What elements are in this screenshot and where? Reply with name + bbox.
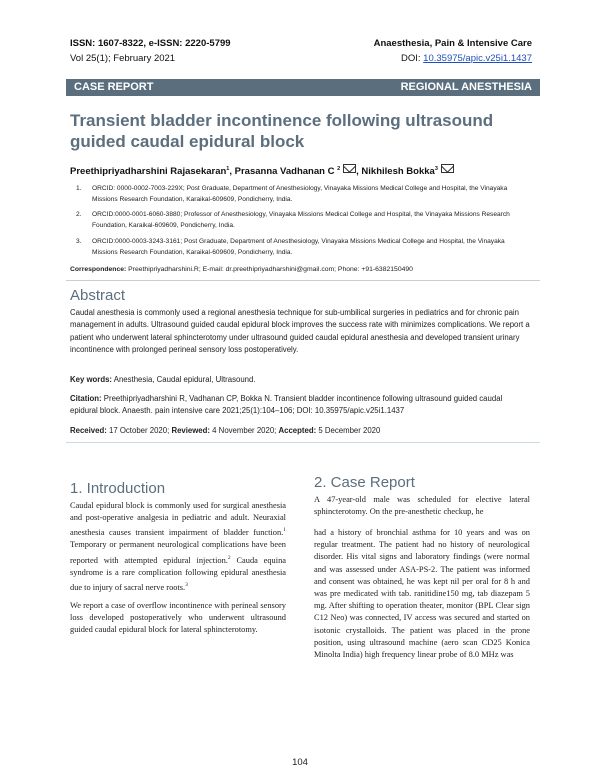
mail-icon[interactable] [441, 164, 454, 173]
correspondence: Correspondence: Preethipriyadharshini.R; E-mail: dr.preethipriyadharshini@gmail.com; Phone: +91-6382150490 [70, 266, 413, 273]
introduction-heading: 1. Introduction [70, 480, 166, 497]
author-1: Preethipriyadharshini Rajasekaran [70, 166, 227, 177]
banner-section: REGIONAL ANESTHESIA [400, 81, 532, 93]
journal-name: Anaesthesia, Pain & Intensive Care [373, 38, 532, 49]
issn-line: ISSN: 1607-8322, e-ISSN: 2220-5799 [70, 38, 231, 49]
doi-link[interactable]: 10.35975/apic.v25i1.1437 [423, 53, 532, 64]
intro-paragraph-1: Caudal epidural block is commonly used for surgical anesthesia and post-operative analgesia in pediatric and adult. Neuraxial anesthesia causes transient impairment of bladder function.$^1$ Temporary or permanent neurological complications have been reported with attempted epidural injection.$^2$ Cauda equina syndrome is a rare complication following epidural anesthesia due to injury of sacral nerve roots.$^3$ [70, 501, 286, 592]
article-title: Transient bladder incontinence following ultrasound guided caudal epidural block [70, 111, 494, 151]
dates: Received: 17 October 2020; Reviewed: 4 November 2020; Accepted: 5 December 2020 [70, 426, 381, 435]
author-list: Preethipriyadharshini Rajasekaran$^1$, Prasanna Vadhanan C $^2$ , Nikhilesh Bokka$^3$ [70, 164, 454, 177]
abstract-text: Caudal anesthesia is commonly used a regional anesthesia technique for sub-umbilical surgeries in pediatrics and for chronic pain management in adults. Ultrasound guided caudal epidural block improves the success rate with minimizes complications. We report a patient who underwent lateral sphincterotomy under ultrasound guided caudal epidural anesthesia and developed transient urinary incontinence with prolonged perineal sensory loss postoperatively. [70, 308, 530, 355]
mail-icon[interactable] [343, 164, 356, 173]
banner-case-report: CASE REPORT [74, 81, 154, 93]
volume-line: Vol 25(1); February 2021 [70, 53, 176, 64]
divider [66, 280, 540, 281]
intro-paragraph-2: We report a case of overflow incontinence with perineal sensory loss developed postoperatively who underwent ultrasound guided caudal epidural block for lateral sphincterotomy. [70, 601, 286, 635]
citation: Citation: Preethipriyadharshini R, Vadhanan CP, Bokka N. Transient bladder incontinence following ultrasound guided caudal epidural block. Anaesth. pain intensive care 2021;25(1):104–106; DOI: 10.35975/apic.v25i1.1437 [70, 394, 503, 416]
case-paragraph-2: had a history of bronchial asthma for 10 years and was on regular treatment. The patient had no history of neurological disorder. His vital signs and laboratory findings (were normal and was assessed under ASA-PS-2. The patient was informed and consent was obtained, he was kept nil per oral for 8 h and was pre medicated with tab. ranitidine150 mg, tab diazepam 5 mg. After shifting to operation theater, monitor (BPL Clear sign C12 Neo) was connected, IV access was secured and started on isotonic crystalloids. The patient was placed in the prone position, using ultrasound machine (aero scan CD25 Konica Minolta India) high frequency linear probe of 8.0 MHz was [314, 528, 530, 660]
page-number: 104 [292, 757, 308, 768]
divider [66, 442, 540, 443]
keywords: Key words: Anesthesia, Caudal epidural, Ultrasound. [70, 375, 256, 384]
doi-line: DOI: 10.35975/apic.v25i1.1437 [401, 53, 532, 64]
author-3: Nikhilesh Bokka [361, 166, 435, 177]
author-2: Prasanna Vadhanan C [234, 166, 335, 177]
case-report-heading: 2. Case Report [314, 474, 415, 491]
article-type-banner [66, 79, 540, 96]
case-paragraph-1: A 47-year-old male was scheduled for elective lateral sphincterotomy. On the pre-anesthetic checkup, he [314, 495, 530, 517]
abstract-heading: Abstract [70, 287, 126, 304]
